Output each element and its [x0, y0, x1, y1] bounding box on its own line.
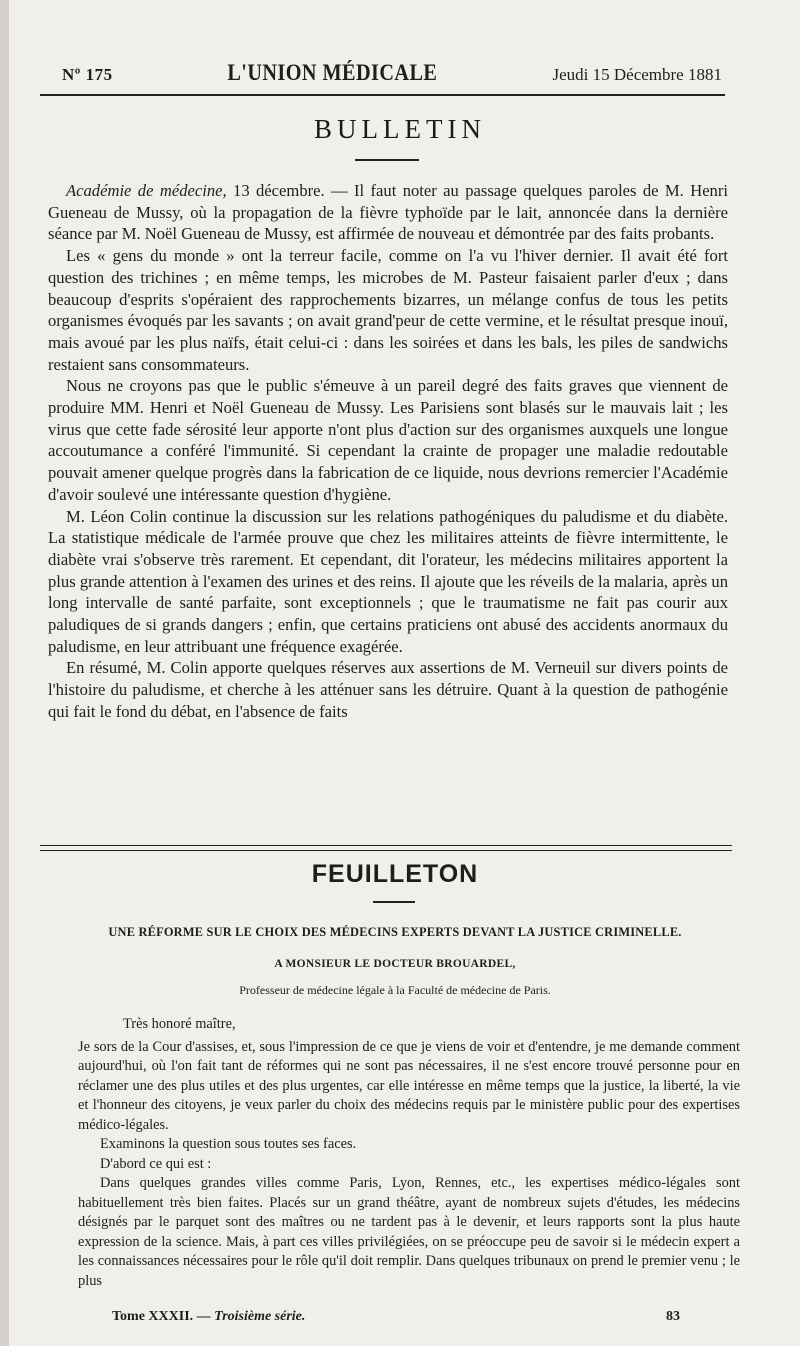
- section-divider: [40, 845, 732, 851]
- journal-title: L'UNION MÉDICALE: [227, 60, 438, 85]
- bulletin-paragraph: M. Léon Colin continue la discussion sur les relations pathogéniques du paludisme et du diabète. La statistique médicale de l'armée prouve que chez les militaires atteints de fièvre intermittente, le diabète vrai s'observe très rarement. Et cependant, dit l'orateur, les médecins militaires apportent la plus grande attention à l'examen des urines et des reins. Il ajoute que les réveils de la malaria, après un long intervalle de santé parfaite, sont exceptionnels ; que le traumatisme ne fait pas courir aux paludiques de si grands dangers ; enfin, que certains praticiens ont abusé des accidents anormaux du paludisme, en leur attribuant une fréquence exagérée.: [48, 506, 728, 656]
- footer-volume-info: Tome XXXII. — Troisième série.: [112, 1309, 306, 1324]
- feuilleton-title-dash: [373, 901, 415, 903]
- feuilleton-heading: UNE RÉFORME SUR LE CHOIX DES MÉDECINS EXPERTS DEVANT LA JUSTICE CRIMINELLE.: [108, 925, 682, 939]
- feuilleton-title: FEUILLETON: [311, 860, 479, 888]
- page-footer: [112, 1309, 692, 1329]
- feuilleton-paragraph: Dans quelques grandes villes comme Paris, Lyon, Rennes, etc., les expertises médico-légales sont habituellement très bien faites. Placés sur un grand théâtre, ayant de nombreux sujets d'études, les médecins désignés par le parquet sont des maîtres ou ne tardent pas à le devenir, et leurs rapports sont la plus haute expression de la science. Mais, à part ces villes privilégiées, on se préoccupe peu de savoir si le médecin expert a les connaissances nécessaires pour le rôle qu'il doit remplir. Dans quelques tribunaux on prend le premier venu ; le plus: [78, 1175, 740, 1289]
- header-rule: [40, 94, 725, 96]
- bulletin-paragraph: Les « gens du monde » ont la terreur facile, comme on l'a vu l'hiver dernier. Il avait été fort question des trichines ; en même temps, les microbes de M. Pasteur faisaient parler d'eux ; dans beaucoup d'esprits s'opéraient des rapprochements bizarres, un mélange confus de tous les petits organismes évoqués par les savants ; on avait grand'peur de cette vermine, et le résultat presque inouï, mais avoué par les plus naïfs, était celui-ci : dans les soirées et dans les bals, les piles de sandwichs restaient sans consommateurs.: [48, 246, 728, 374]
- bulletin-paragraph: Nous ne croyons pas que le public s'émeuve à un pareil degré des faits graves que viennent de produire MM. Henri et Noël Gueneau de Mussy. Les Parisiens sont blasés sur le mauvais lait ; les virus que cette fade sérosité leur apporte n'ont plus d'action sur des organismes auxquels une longue accoutumance a conféré l'immunité. Si cependant la crainte de propager une maladie redoutable pouvait amener quelque progrès dans la fabrication de ce liquide, nous devrions remercier l'Académie d'avoir soulevé une intéressante question d'hygiène.: [48, 376, 728, 504]
- issue-number: Nº 175: [62, 65, 113, 84]
- page-binding-edge: [0, 0, 9, 1346]
- bulletin-body: [48, 180, 728, 723]
- letter-salutation: Très honoré maître,: [123, 1016, 236, 1032]
- feuilleton-addressee: A MONSIEUR LE DOCTEUR BROUARDEL,: [274, 958, 516, 970]
- bulletin-paragraph: En résumé, M. Colin apporte quelques réserves aux assertions de M. Verneuil sur divers points de l'histoire du paludisme, et cherche à les atténuer sans les détruire. Quant à la question de pathogénie qui fait le fond du débat, en l'absence de faits: [48, 658, 728, 721]
- issue-date: Jeudi 15 Décembre 1881: [552, 65, 722, 84]
- bulletin-title-dash: [355, 159, 419, 161]
- page-number: 83: [666, 1309, 680, 1324]
- page-header: [62, 60, 722, 90]
- feuilleton-body: [78, 1015, 740, 1291]
- bulletin-paragraph: Académie de médecine, 13 décembre. — Il faut noter au passage quelques paroles de M. Henri Gueneau de Mussy, où la propagation de la fièvre typhoïde par le lait, annoncée dans la dernière séance par M. Noël Gueneau de Mussy, est affirmée de nouveau et démontrée par des faits probants.: [48, 181, 728, 244]
- feuilleton-paragraph: Je sors de la Cour d'assises, et, sous l'impression de ce que je viens de voir et d'entendre, je me demande comment aujourd'hui, où l'on fait tant de réformes qui ne sont pas nécessaires, il ne s'est encore trouvé personne pour en réclamer une des plus utiles et des plus urgentes, car elle intéresse en même temps que la justice, la liberté, la vie et l'honneur des citoyens, je veux parler du choix des médecins requis par le ministère public pour des expertises médico-légales.: [78, 1038, 740, 1133]
- bulletin-lead: Académie de médecine,: [66, 181, 227, 200]
- feuilleton-paragraph: Examinons la question sous toutes ses faces.: [100, 1136, 357, 1152]
- bulletin-title: BULLETIN: [314, 114, 486, 144]
- feuilleton-paragraph: D'abord ce qui est :: [100, 1155, 212, 1172]
- feuilleton-addressee-role: Professeur de médecine légale à la Faculté de médecine de Paris.: [239, 983, 551, 997]
